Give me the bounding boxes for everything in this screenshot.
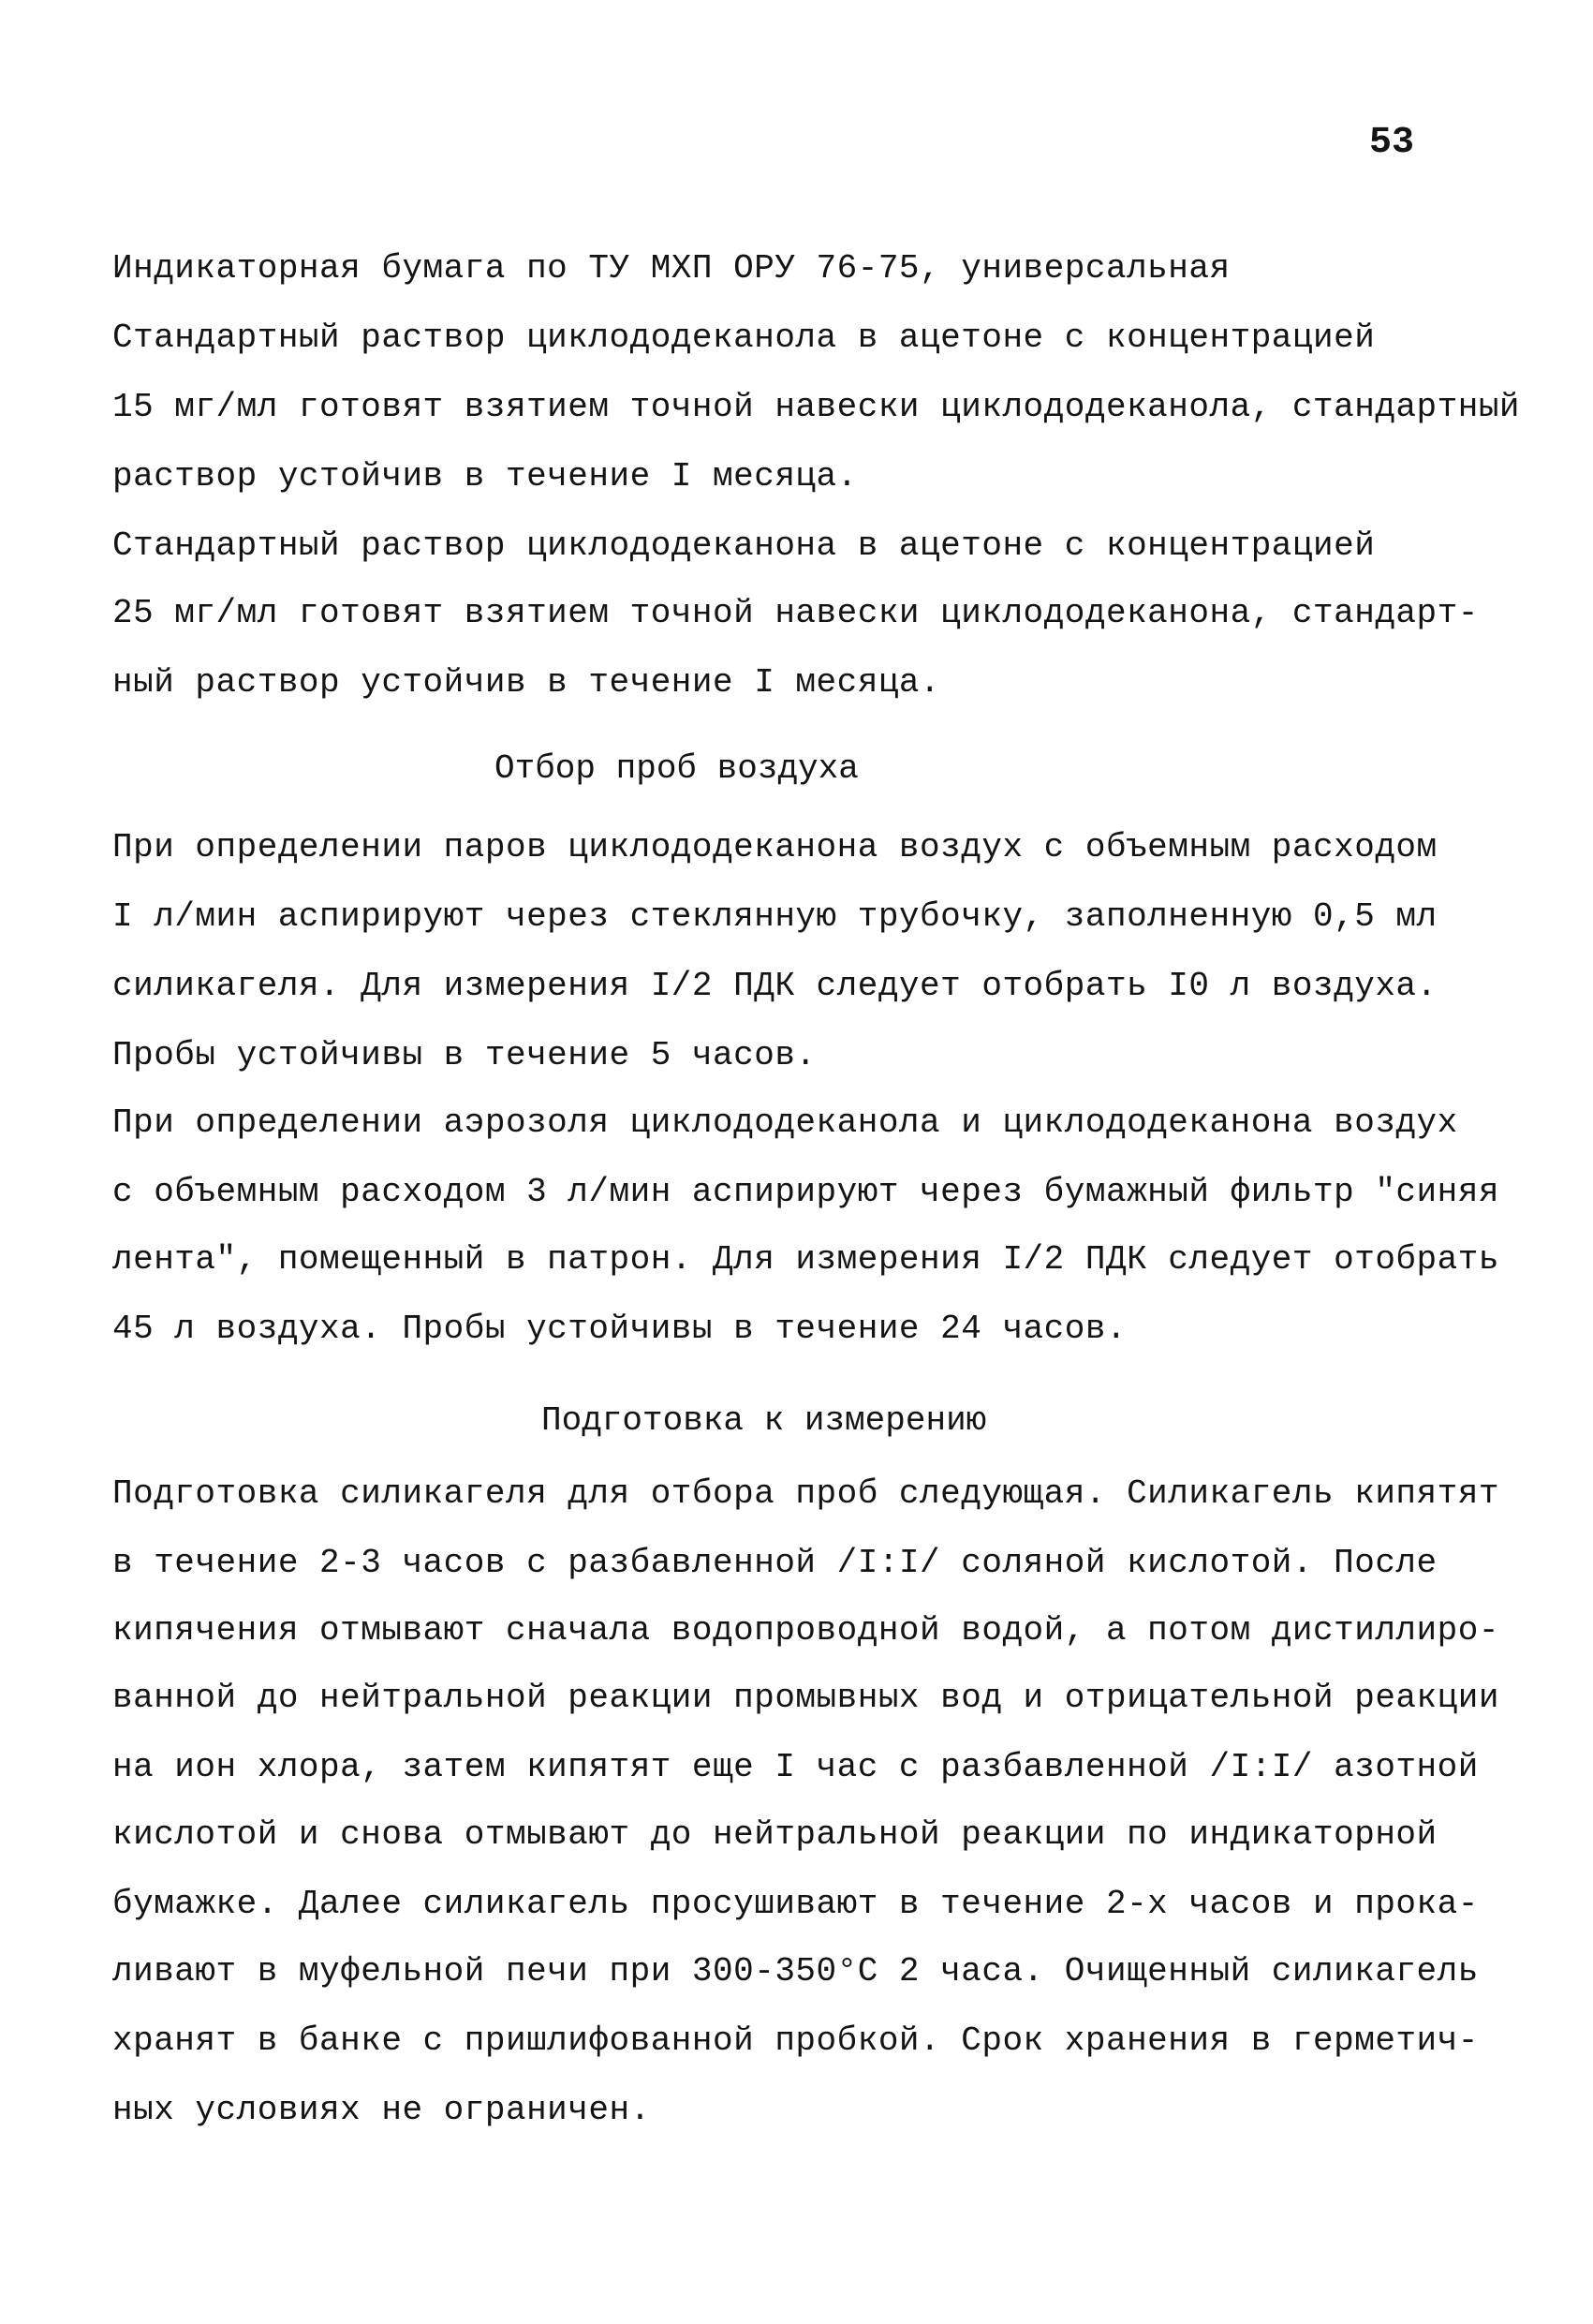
text-line: 45 л воздуха. Пробы устойчивы в течение 24 часов.	[112, 1310, 1128, 1348]
text-line: в течение 2-3 часов с разбавленной /I:I/ соляной кислотой. После	[112, 1544, 1438, 1582]
text-line: ливают в муфельной печи при 300-350°С 2 часа. Очищенный силикагель	[112, 1952, 1479, 1991]
section-heading: Отбор проб воздуха	[494, 749, 859, 788]
text-line: кислотой и снова отмывают до нейтральной реакции по индикаторной	[112, 1815, 1438, 1854]
text-line: с объемным расходом 3 л/мин аспирируют через бумажный фильтр "синяя	[112, 1173, 1499, 1211]
text-line: I л/мин аспирируют через стеклянную трубочку, заполненную 0,5 мл	[112, 897, 1438, 936]
page-number: 53	[1369, 122, 1415, 164]
text-line: раствор устойчив в течение I месяца.	[112, 457, 858, 496]
text-line: ный раствор устойчив в течение I месяца.	[112, 663, 941, 702]
text-line: кипячения отмывают сначала водопроводной водой, а потом дистиллиро-	[112, 1611, 1499, 1650]
text-line: лента", помещенный в патрон. Для измерения I/2 ПДК следует отобрать	[112, 1240, 1499, 1279]
text-line: При определении аэрозоля циклододеканола и циклододеканона воздух	[112, 1103, 1458, 1142]
text-line: Пробы устойчивы в течение 5 часов.	[112, 1036, 817, 1074]
text-line: Стандартный раствор циклододеканола в ацетоне с концентрацией	[112, 318, 1376, 357]
text-line: 15 мг/мл готовят взятием точной навески циклододеканола, стандартный	[112, 388, 1521, 426]
text-line: 25 мг/мл готовят взятием точной навески циклододеканона, стандарт-	[112, 594, 1479, 632]
text-line: ных условиях не ограничен.	[112, 2091, 651, 2129]
text-line: ванной до нейтральной реакции промывных вод и отрицательной реакции	[112, 1679, 1499, 1717]
text-line: Индикаторная бумага по ТУ МХП ОРУ 76-75, универсальная	[112, 249, 1231, 288]
text-line: на ион хлора, затем кипятят еще I час с разбавленной /I:I/ азотной	[112, 1748, 1479, 1786]
text-line: При определении паров циклододеканона воздух с объемным расходом	[112, 828, 1438, 866]
text-line: Подготовка силикагеля для отбора проб следующая. Силикагель кипятят	[112, 1474, 1499, 1513]
text-line: Стандартный раствор циклододеканона в ацетоне с концентрацией	[112, 526, 1376, 565]
section-heading: Подготовка к измерению	[541, 1401, 987, 1440]
text-line: бумажке. Далее силикагель просушивают в течение 2-х часов и прока-	[112, 1885, 1479, 1923]
text-line: силикагеля. Для измерения I/2 ПДК следует отобрать I0 л воздуха.	[112, 967, 1438, 1005]
text-line: хранят в банке с пришлифованной пробкой. Срок хранения в герметич-	[112, 2021, 1479, 2060]
